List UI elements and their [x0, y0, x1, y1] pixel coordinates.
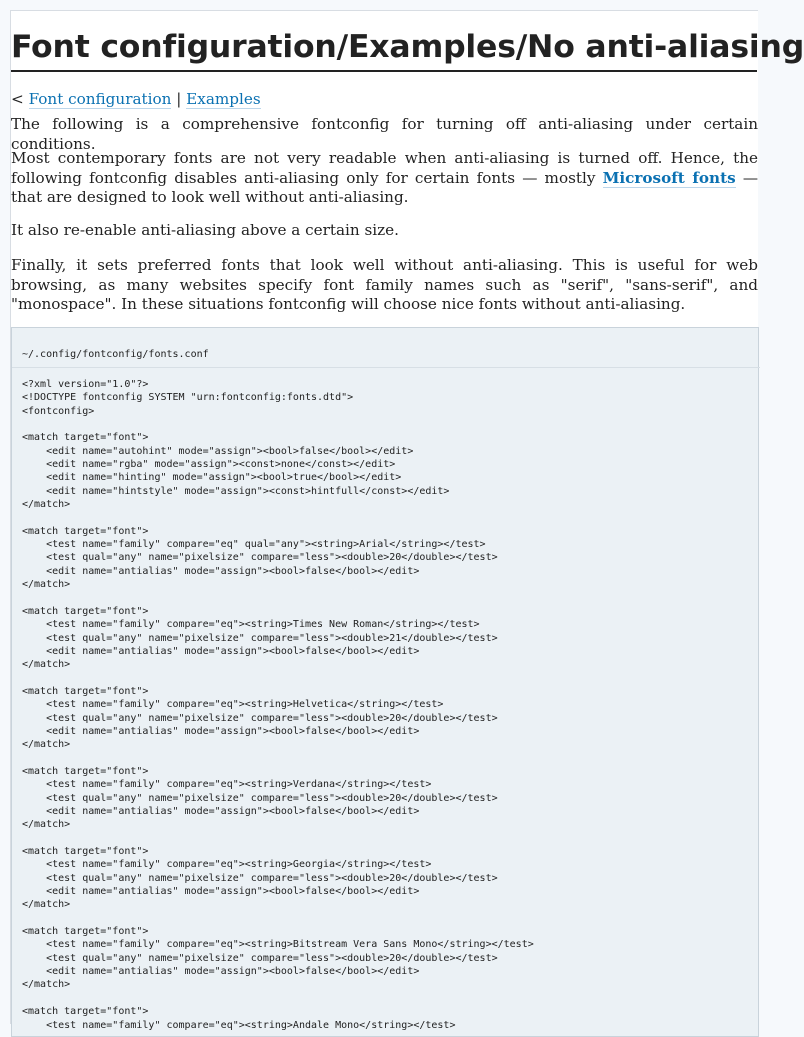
breadcrumb-separator: |: [171, 90, 187, 108]
preferred-fonts-paragraph: Finally, it sets preferred fonts that look well without anti-aliasing. This is useful for web browsing, as many websites specify font family names such as "serif", "sans-serif", and "monospace". In these situations fontconfig will choose nice fonts without anti-aliasing.: [11, 256, 758, 313]
readability-text-after: — that are designed to look well without anti-aliasing.: [11, 168, 759, 206]
microsoft-fonts-link[interactable]: Microsoft fonts: [602, 168, 736, 187]
breadcrumb-link-font-configuration[interactable]: Font configuration: [28, 90, 172, 108]
article-content: [10, 10, 804, 1031]
intro-paragraph: The following is a comprehensive fontconfig for turning off anti-aliasing under certain conditions.: [11, 115, 758, 153]
code-divider: [12, 367, 760, 368]
code-filename: ~/.config/fontconfig/fonts.conf: [22, 349, 209, 360]
breadcrumb-link-examples[interactable]: Examples: [186, 90, 261, 108]
reenable-paragraph: It also re-enable anti-aliasing above a certain size.: [11, 221, 399, 239]
breadcrumb: [11, 89, 261, 109]
code-content[interactable]: <?xml version="1.0"?> <!DOCTYPE fontconfig SYSTEM "urn:fontconfig:fonts.dtd"> <fontconfig> <match target="font"> <edit name="autohint" mode="assign"><bool>false</bool></edit> <edit name="rgba" mode="assign"><const>none</const></edit> <edit name="hinting" mode="assign"><bool>true</bool></edit> <edit name="hintstyle" mode="assign"><const>hintfull</const></edit> </match> <match target="font"> <test name="family" compare="eq" qual="any"><string>Arial</string></test> <test qual="any" name="pixelsize" compare="less"><double>20</double></test> <edit name="antialias" mode="assign"><bool>false</bool></edit> </match> <match target="font"> <test name="family" compare="eq"><string>Times New Roman</string></test> <test qual="any" name="pixelsize" compare="less"><double>21</double></test> <edit name="antialias" mode="assign"><bool>false</bool></edit> </match> <match target="font"> <test name="family" compare="eq"><string>Helvetica</string></test> <test qual="any" name="pixelsize" compare="less"><double>20</double></test> <edit name="antialias" mode="assign"><bool>false</bool></edit> </match> <match target="font"> <test name="family" compare="eq"><string>Verdana</string></test> <test qual="any" name="pixelsize" compare="less"><double>20</double></test> <edit name="antialias" mode="assign"><bool>false</bool></edit> </match> <match target="font"> <test name="family" compare="eq"><string>Georgia</string></test> <test qual="any" name="pixelsize" compare="less"><double>20</double></test> <edit name="antialias" mode="assign"><bool>false</bool></edit> </match> <match target="font"> <test name="family" compare="eq"><string>Bitstream Vera Sans Mono</string></test> <test qual="any" name="pixelsize" compare="less"><double>20</double></test> <edit name="antialias" mode="assign"><bool>false</bool></edit> </match> <match target="font"> <test name="family" compare="eq"><string>Andale Mono</string></test>: [22, 379, 534, 1031]
readability-paragraph: [11, 149, 758, 208]
page-title: Font configuration/Examples/No anti-aliasing: [11, 25, 757, 72]
code-block: [11, 327, 759, 1037]
readability-text-before: Most contemporary fonts are not very readable when anti-aliasing is turned off. Hence, the following fontconfig disables anti-aliasing only for certain fonts — mostly: [11, 149, 758, 187]
breadcrumb-prefix: <: [11, 90, 29, 108]
